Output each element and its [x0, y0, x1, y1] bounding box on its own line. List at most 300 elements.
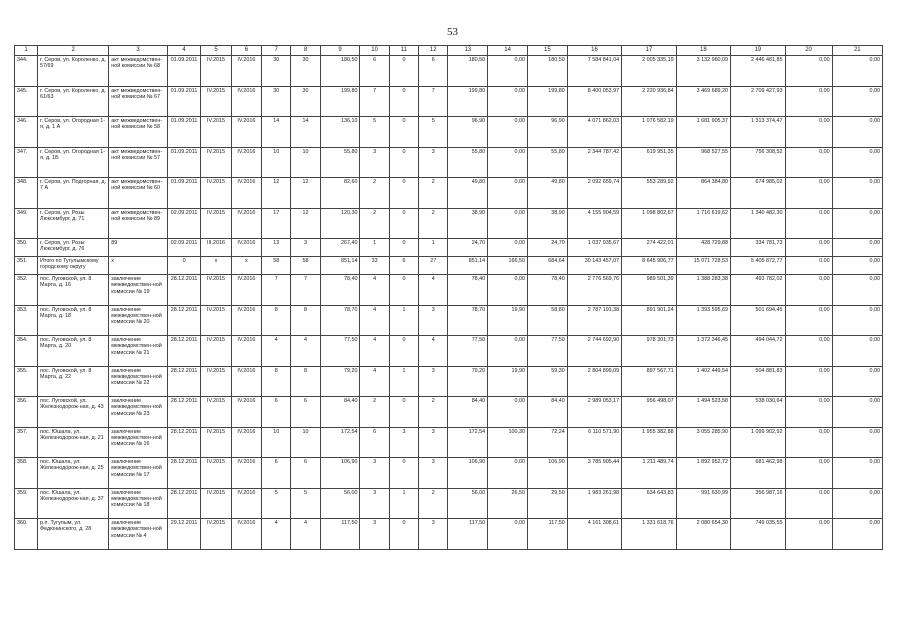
- column-header: 7: [262, 46, 291, 56]
- table-cell: 347.: [15, 147, 38, 178]
- table-cell: IV.2015: [201, 305, 231, 336]
- table-cell: 359.: [15, 488, 38, 519]
- table-row: [15, 257, 883, 275]
- table-cell: 3: [360, 519, 389, 550]
- table-cell: 0,00: [832, 336, 882, 367]
- table-cell: 0,00: [785, 86, 832, 117]
- table-cell: 28.12.2011: [167, 458, 201, 489]
- table-cell: заключение межведомствен-ной комиссии № 23: [109, 397, 168, 428]
- table-cell: 19,90: [488, 366, 528, 397]
- table-cell: 0,00: [832, 257, 882, 275]
- table-cell: 346.: [15, 117, 38, 148]
- table-cell: 24,70: [448, 239, 488, 257]
- table-cell: IV.2015: [201, 208, 231, 239]
- table-cell: 106,90: [448, 458, 488, 489]
- table-cell: г. Серов, ул. Подгорная, д. 7 А: [38, 178, 109, 209]
- table-cell: 28.12.2011: [167, 305, 201, 336]
- table-cell: 0,00: [488, 239, 528, 257]
- table-cell: 0,00: [785, 257, 832, 275]
- table-cell: 01.09.2011: [167, 178, 201, 209]
- table-cell: 30: [291, 56, 320, 87]
- table-cell: 2 709 427,93: [731, 86, 785, 117]
- column-header: 14: [488, 46, 528, 56]
- table-cell: 1: [419, 239, 448, 257]
- table-cell: 2 220 936,84: [622, 86, 676, 117]
- table-cell: 0,00: [832, 275, 882, 306]
- table-cell: 106,90: [320, 458, 360, 489]
- table-cell: 6: [291, 458, 320, 489]
- table-cell: 989 501,39: [622, 275, 676, 306]
- table-row: [15, 147, 883, 178]
- table-cell: 0,00: [832, 147, 882, 178]
- table-cell: 01.09.2011: [167, 147, 201, 178]
- table-cell: пос. Юшала, ул. Железнодорож-ная, д. 25: [38, 458, 109, 489]
- table-cell: 1 313 374,47: [731, 117, 785, 148]
- table-cell: IV.2016: [231, 178, 261, 209]
- table-cell: 1 037 935,67: [567, 239, 621, 257]
- table-cell: пос. Луговской, ул. 8 Марта, д. 18: [38, 305, 109, 336]
- table-cell: 6: [360, 56, 389, 87]
- table-cell: 1 393 595,69: [676, 305, 730, 336]
- table-cell: 0: [167, 257, 201, 275]
- table-cell: 0,00: [832, 208, 882, 239]
- table-cell: 17: [262, 208, 291, 239]
- table-cell: 351.: [15, 257, 38, 275]
- table-cell: 978 301,73: [622, 336, 676, 367]
- table-cell: пос. Юшала, ул. Железнодорож-ная, д. 21: [38, 427, 109, 458]
- table-cell: 6: [262, 458, 291, 489]
- table-cell: 12: [291, 208, 320, 239]
- table-cell: 14: [262, 117, 291, 148]
- table-cell: 3 055 285,90: [676, 427, 730, 458]
- table-cell: 2: [419, 208, 448, 239]
- table-cell: 0,00: [832, 305, 882, 336]
- table-cell: 353.: [15, 305, 38, 336]
- table-cell: x: [109, 257, 168, 275]
- table-cell: IV.2015: [201, 336, 231, 367]
- table-cell: III.2016: [201, 239, 231, 257]
- table-cell: 78,40: [448, 275, 488, 306]
- table-cell: IV.2015: [201, 275, 231, 306]
- table-cell: 2 776 569,76: [567, 275, 621, 306]
- table-cell: 02.09.2011: [167, 208, 201, 239]
- table-row: [15, 519, 883, 550]
- table-cell: 33: [360, 257, 389, 275]
- table-cell: 2 005 335,19: [622, 56, 676, 87]
- table-cell: 79,20: [320, 366, 360, 397]
- column-header: 19: [731, 46, 785, 56]
- column-header: 21: [832, 46, 882, 56]
- table-cell: 30: [291, 86, 320, 117]
- column-header: 13: [448, 46, 488, 56]
- table-cell: 2 092 659,74: [567, 178, 621, 209]
- table-cell: 0,00: [488, 56, 528, 87]
- table-cell: IV.2016: [231, 305, 261, 336]
- table-cell: 2 787 191,38: [567, 305, 621, 336]
- table-cell: 358.: [15, 458, 38, 489]
- table-cell: IV.2016: [231, 208, 261, 239]
- table-cell: 84,40: [320, 397, 360, 428]
- table-cell: 504 881,83: [731, 366, 785, 397]
- column-header: 11: [389, 46, 418, 56]
- table-cell: 501 694,45: [731, 305, 785, 336]
- table-row: [15, 397, 883, 428]
- table-cell: 3: [419, 366, 448, 397]
- table-cell: 77,50: [527, 336, 567, 367]
- table-cell: IV.2016: [231, 56, 261, 87]
- table-cell: пос. Юшала, ул. Железнодорож-ная, д. 37: [38, 488, 109, 519]
- table-cell: 1: [389, 366, 418, 397]
- table-cell: 12: [262, 178, 291, 209]
- table-cell: x: [201, 257, 231, 275]
- table-cell: 02.09.2011: [167, 239, 201, 257]
- table-cell: 1 494 523,58: [676, 397, 730, 428]
- table-cell: 0,00: [785, 519, 832, 550]
- table-cell: 494 044,72: [731, 336, 785, 367]
- table-cell: 355.: [15, 366, 38, 397]
- table-cell: 4: [360, 366, 389, 397]
- table-cell: 0,00: [785, 56, 832, 87]
- table-cell: Итого по Тугулымскому городскому округу: [38, 257, 109, 275]
- table-cell: 8: [291, 366, 320, 397]
- table-cell: 6: [360, 427, 389, 458]
- table-cell: 0,00: [488, 147, 528, 178]
- table-cell: 619 951,35: [622, 147, 676, 178]
- column-header: 6: [231, 46, 261, 56]
- table-cell: 1 098 802,67: [622, 208, 676, 239]
- table-cell: 55,80: [527, 147, 567, 178]
- table-cell: 0,00: [785, 488, 832, 519]
- table-cell: 7: [360, 86, 389, 117]
- table-cell: 0,00: [832, 458, 882, 489]
- column-header: 12: [419, 46, 448, 56]
- table-cell: 56,00: [448, 488, 488, 519]
- table-cell: IV.2015: [201, 56, 231, 87]
- table-cell: 0,00: [785, 458, 832, 489]
- column-header: 17: [622, 46, 676, 56]
- table-cell: 2: [419, 178, 448, 209]
- table-cell: 30: [262, 56, 291, 87]
- table-cell: 0: [389, 458, 418, 489]
- table-cell: 1 211 489,74: [622, 458, 676, 489]
- table-cell: 0,00: [832, 397, 882, 428]
- table-cell: 350.: [15, 239, 38, 257]
- table-cell: 0,00: [832, 117, 882, 148]
- table-cell: 864 384,80: [676, 178, 730, 209]
- column-header: 20: [785, 46, 832, 56]
- table-cell: 172,54: [448, 427, 488, 458]
- table-cell: 19,90: [488, 305, 528, 336]
- table-cell: г. Серов, ул. Розы Люксембург, д. 76: [38, 239, 109, 257]
- table-cell: x: [231, 257, 261, 275]
- table-cell: 78,40: [320, 275, 360, 306]
- table-cell: 6 110 571,90: [567, 427, 621, 458]
- table-cell: 15 071 728,53: [676, 257, 730, 275]
- table-cell: 3: [389, 427, 418, 458]
- table-cell: 3: [360, 458, 389, 489]
- table-cell: 2 080 654,30: [676, 519, 730, 550]
- table-cell: 897 567,71: [622, 366, 676, 397]
- table-cell: г. Серов, ул. Огородная 1-я, д. 1 А: [38, 117, 109, 148]
- table-cell: акт межведомствен-ной комиссии № 60: [109, 178, 168, 209]
- table-cell: 55,80: [320, 147, 360, 178]
- table-cell: 1 892 952,72: [676, 458, 730, 489]
- table-cell: 4 161 308,61: [567, 519, 621, 550]
- table-cell: 0,00: [832, 488, 882, 519]
- table-cell: 3: [419, 147, 448, 178]
- table-cell: 0,00: [488, 519, 528, 550]
- table-cell: 0,00: [488, 397, 528, 428]
- table-cell: 120,30: [320, 208, 360, 239]
- table-cell: 3: [360, 488, 389, 519]
- table-cell: заключение межведомствен-ной комиссии № 17: [109, 458, 168, 489]
- table-cell: IV.2016: [231, 117, 261, 148]
- table-cell: 5 405 872,77: [731, 257, 785, 275]
- table-cell: 674 985,02: [731, 178, 785, 209]
- table-cell: IV.2015: [201, 488, 231, 519]
- table-cell: 84,40: [527, 397, 567, 428]
- table-cell: 30: [262, 86, 291, 117]
- table-cell: 2 744 692,90: [567, 336, 621, 367]
- table-cell: 6: [419, 56, 448, 87]
- table-cell: 0,00: [785, 275, 832, 306]
- table-cell: 553 289,92: [622, 178, 676, 209]
- table-cell: 3 469 689,20: [676, 86, 730, 117]
- table-cell: 3: [419, 427, 448, 458]
- table-cell: 14: [291, 117, 320, 148]
- table-cell: 891 901,24: [622, 305, 676, 336]
- table-cell: IV.2016: [231, 336, 261, 367]
- table-cell: 28.12.2011: [167, 366, 201, 397]
- column-header: 15: [527, 46, 567, 56]
- table-cell: 01.09.2011: [167, 56, 201, 87]
- table-cell: 348.: [15, 178, 38, 209]
- table-cell: 1 983 261,98: [567, 488, 621, 519]
- table-cell: заключение межведомствен-ной комиссии № 21: [109, 336, 168, 367]
- table-cell: 0,00: [488, 208, 528, 239]
- table-cell: IV.2015: [201, 427, 231, 458]
- table-cell: 274 422,01: [622, 239, 676, 257]
- table-cell: 345.: [15, 86, 38, 117]
- table-cell: 6: [389, 257, 418, 275]
- table-cell: 0: [389, 208, 418, 239]
- table-cell: 493 782,02: [731, 275, 785, 306]
- table-cell: 428 729,88: [676, 239, 730, 257]
- table-cell: 4: [419, 336, 448, 367]
- table-cell: заключение межведомствен-ной комиссии № 22: [109, 366, 168, 397]
- table-cell: 0,00: [785, 239, 832, 257]
- table-cell: 4: [262, 336, 291, 367]
- table-cell: 0,00: [785, 117, 832, 148]
- table-cell: 199,80: [320, 86, 360, 117]
- table-cell: 352.: [15, 275, 38, 306]
- table-row: [15, 488, 883, 519]
- table-row: [15, 178, 883, 209]
- table-cell: 4: [419, 275, 448, 306]
- table-cell: 1 340 482,30: [731, 208, 785, 239]
- table-cell: 01.09.2011: [167, 117, 201, 148]
- table-cell: 1 402 449,54: [676, 366, 730, 397]
- table-cell: 180,50: [448, 56, 488, 87]
- table-cell: 1 388 283,38: [676, 275, 730, 306]
- table-cell: 0: [389, 336, 418, 367]
- table-cell: 356.: [15, 397, 38, 428]
- table-row: [15, 86, 883, 117]
- table-cell: 136,10: [320, 117, 360, 148]
- table-cell: 991 630,99: [676, 488, 730, 519]
- table-cell: 28.12.2011: [167, 427, 201, 458]
- table-cell: 72,24: [527, 427, 567, 458]
- table-cell: 0: [389, 275, 418, 306]
- table-cell: 5: [291, 488, 320, 519]
- table-cell: 4: [360, 336, 389, 367]
- page-number: 53: [447, 26, 458, 38]
- table-row: [15, 458, 883, 489]
- table-cell: 956 498,07: [622, 397, 676, 428]
- table-cell: 756 308,52: [731, 147, 785, 178]
- table-cell: 267,40: [320, 239, 360, 257]
- table-cell: 55,80: [448, 147, 488, 178]
- table-cell: 0: [389, 147, 418, 178]
- table-cell: г. Серов, ул. Короленко, д. 57/69: [38, 56, 109, 87]
- table-cell: 30 143 457,07: [567, 257, 621, 275]
- table-cell: 0: [389, 178, 418, 209]
- table-cell: 78,70: [448, 305, 488, 336]
- table-cell: 58,80: [527, 305, 567, 336]
- table-cell: 8: [262, 305, 291, 336]
- table-cell: IV.2015: [201, 366, 231, 397]
- table-cell: 2 804 899,09: [567, 366, 621, 397]
- table-cell: 4 071 862,03: [567, 117, 621, 148]
- table-cell: IV.2016: [231, 397, 261, 428]
- table-cell: 0: [389, 239, 418, 257]
- table-row: [15, 117, 883, 148]
- table-cell: 77,50: [320, 336, 360, 367]
- table-cell: 117,50: [320, 519, 360, 550]
- table-cell: IV.2016: [231, 366, 261, 397]
- table-cell: 0: [389, 397, 418, 428]
- table-cell: 349.: [15, 208, 38, 239]
- table-cell: 49,80: [527, 178, 567, 209]
- table-cell: IV.2015: [201, 178, 231, 209]
- table-cell: 0,00: [488, 336, 528, 367]
- table-cell: пос. Луговской, ул. 8 Марта, д. 20: [38, 336, 109, 367]
- column-header: 10: [360, 46, 389, 56]
- table-cell: 1 372 346,45: [676, 336, 730, 367]
- table-cell: 10: [262, 427, 291, 458]
- table-cell: 117,50: [448, 519, 488, 550]
- table-cell: г. Серов, ул. Розы Люксембург, д. 71: [38, 208, 109, 239]
- table-cell: 78,70: [320, 305, 360, 336]
- table-cell: IV.2015: [201, 117, 231, 148]
- table-cell: IV.2016: [231, 488, 261, 519]
- table-cell: 6: [291, 397, 320, 428]
- table-cell: 1 681 905,37: [676, 117, 730, 148]
- column-header: 8: [291, 46, 320, 56]
- table-cell: 0,00: [832, 56, 882, 87]
- table-cell: IV.2016: [231, 458, 261, 489]
- table-cell: 3 785 905,44: [567, 458, 621, 489]
- table-cell: 4: [360, 305, 389, 336]
- table-cell: 4 155 904,59: [567, 208, 621, 239]
- table-cell: 2 344 787,42: [567, 147, 621, 178]
- table-row: [15, 275, 883, 306]
- table-cell: 2: [360, 208, 389, 239]
- table-cell: 7: [262, 275, 291, 306]
- table-cell: 344.: [15, 56, 38, 87]
- table-cell: 8: [262, 366, 291, 397]
- table-cell: 851,14: [448, 257, 488, 275]
- table-cell: 01.09.2011: [167, 86, 201, 117]
- table-cell: 29.12.2011: [167, 519, 201, 550]
- table-cell: 354.: [15, 336, 38, 367]
- table-cell: 96,90: [527, 117, 567, 148]
- table-cell: 1 331 618,76: [622, 519, 676, 550]
- table-cell: 0,00: [785, 208, 832, 239]
- table-cell: акт межведомствен-ной комиссии № 67: [109, 86, 168, 117]
- table-cell: 84,40: [448, 397, 488, 428]
- table-cell: 0,00: [488, 117, 528, 148]
- table-cell: заключение межведомствен-ной комиссии № 19: [109, 275, 168, 306]
- table-cell: р.п. Тугулым, ул. Федюнинского, д. 28: [38, 519, 109, 550]
- table-cell: пос. Луговской, ул. 8 Марта, д. 22: [38, 366, 109, 397]
- housing-register-table: [14, 45, 883, 550]
- table-row: [15, 336, 883, 367]
- table-cell: 13: [262, 239, 291, 257]
- table-cell: 2: [419, 397, 448, 428]
- table-cell: 851,14: [320, 257, 360, 275]
- table-cell: заключение межведомствен-ной комиссии № 18: [109, 488, 168, 519]
- table-cell: 38,90: [527, 208, 567, 239]
- table-cell: акт межведомствен-ной комиссии № 57: [109, 147, 168, 178]
- table-cell: 1: [389, 488, 418, 519]
- table-cell: 12: [291, 178, 320, 209]
- table-cell: 10: [262, 147, 291, 178]
- table-cell: IV.2015: [201, 458, 231, 489]
- table-cell: 356 987,16: [731, 488, 785, 519]
- table-cell: 58: [262, 257, 291, 275]
- table-cell: 2: [419, 488, 448, 519]
- table-cell: 2: [360, 397, 389, 428]
- table-cell: 634 643,83: [622, 488, 676, 519]
- table-cell: 1 716 619,62: [676, 208, 730, 239]
- table-cell: 1 076 582,19: [622, 117, 676, 148]
- table-cell: 2 989 053,17: [567, 397, 621, 428]
- table-row: [15, 366, 883, 397]
- table-cell: 28.12.2011: [167, 488, 201, 519]
- table-cell: 0: [389, 86, 418, 117]
- table-cell: 199,80: [527, 86, 567, 117]
- table-cell: 58: [291, 257, 320, 275]
- table-cell: заключение межведомствен-ной комиссии № 16: [109, 427, 168, 458]
- table-cell: 0,00: [832, 519, 882, 550]
- column-header: 5: [201, 46, 231, 56]
- table-cell: 8: [291, 305, 320, 336]
- table-cell: 8 400 053,97: [567, 86, 621, 117]
- table-cell: 0,00: [488, 178, 528, 209]
- column-header: 18: [676, 46, 730, 56]
- table-cell: 49,80: [448, 178, 488, 209]
- table-cell: 538 030,64: [731, 397, 785, 428]
- table-cell: 0: [389, 519, 418, 550]
- table-cell: 0,00: [832, 366, 882, 397]
- table-cell: 5: [262, 488, 291, 519]
- table-cell: IV.2015: [201, 147, 231, 178]
- table-cell: 199,80: [448, 86, 488, 117]
- table-cell: акт межведомствен-ной комиссии № 68: [109, 56, 168, 87]
- table-cell: 7: [419, 86, 448, 117]
- column-header: 4: [167, 46, 201, 56]
